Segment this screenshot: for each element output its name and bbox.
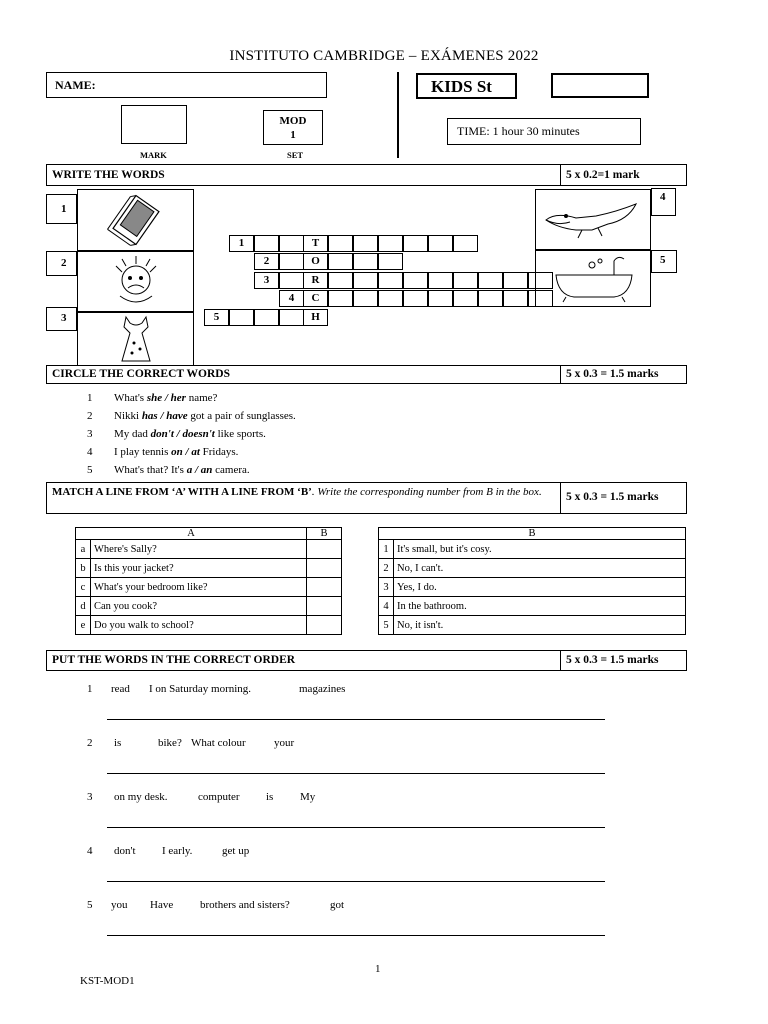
section-order-words [46,650,687,671]
crossword-clue-letter: R [303,272,328,289]
crossword-cell[interactable] [403,290,428,307]
option-choice[interactable]: she / her [146,392,186,404]
crossword-cell[interactable] [353,290,378,307]
match-row-b: 4 In the bathroom. [379,597,686,616]
pic-number-2: 2 [46,251,77,276]
order-word: I early. [162,845,193,857]
crossword-cell[interactable] [503,290,528,307]
crossword-cell[interactable] [279,253,304,270]
crossword-cell[interactable] [378,272,403,289]
order-word: computer [198,791,240,803]
answer-box[interactable] [307,559,342,578]
crossword-cell[interactable] [328,235,353,252]
answer-line[interactable] [107,773,605,774]
crossword-number: 5 [204,309,229,326]
notebook-icon [78,190,193,250]
match-row-a: c What's your bedroom like? [76,578,342,597]
answer-box[interactable] [307,540,342,559]
order-word: on my desk. [114,791,168,803]
time-box [447,118,641,145]
order-item-number: 2 [87,737,93,749]
time-label: TIME: 1 hour 30 minutes [457,124,580,138]
crossword-number: 2 [254,253,279,270]
answer-line[interactable] [107,935,605,936]
order-word: bike? [158,737,182,749]
pic-number-1: 1 [46,194,77,224]
order-word: read [111,683,130,695]
order-word: My [300,791,316,803]
crossword-cell[interactable] [478,290,503,307]
crossword-cell[interactable] [528,290,553,307]
order-word: got [330,899,345,911]
match-title-italic: . Write the corresponding number from B in the box. [311,486,542,498]
mod-line1: MOD [279,115,307,127]
match-row-b: 1 It's small, but it's cosy. [379,540,686,559]
option-choice[interactable]: don't / doesn't [150,428,215,440]
match-row-a: b Is this your jacket? [76,559,342,578]
crossword-cell[interactable] [279,272,304,289]
section-marks: 5 x 0.3 = 1.5 marks [560,651,688,670]
picture-notebook [77,189,194,251]
crossword-clue-letter: T [303,235,328,252]
crossword-cell[interactable] [403,272,428,289]
order-word: your [274,737,295,749]
column-a-header: A [76,528,307,540]
crossword-cell[interactable] [328,272,353,289]
order-item-number: 4 [87,845,93,857]
match-row-a: d Can you cook? [76,597,342,616]
match-row-b: 5 No, it isn't. [379,616,686,635]
match-row-b: 2 No, I can't. [379,559,686,578]
crossword-cell[interactable] [428,272,453,289]
crossword-cell[interactable] [254,235,279,252]
picture-sick-boy [77,251,194,312]
level-box [416,73,517,99]
section-title: WRITE THE WORDS [52,169,165,181]
crossword-cell[interactable] [528,272,553,289]
crossword-cell[interactable] [503,272,528,289]
level-answer-box[interactable] [551,73,649,98]
crossword-cell[interactable] [254,309,279,326]
bathtub-icon [536,251,650,306]
mark-label: MARK [140,150,167,160]
picture-dress [77,312,194,366]
crossword-cell[interactable] [353,253,378,270]
section-marks: 5 x 0.3 = 1.5 marks [560,366,688,383]
answer-line[interactable] [107,719,605,720]
crossword-cell[interactable] [279,235,304,252]
dress-icon [78,313,193,365]
crossword-cell[interactable] [428,290,453,307]
crossword-clue-letter: H [303,309,328,326]
crossword-cell[interactable] [279,309,304,326]
option-choice[interactable]: has / have [141,410,188,422]
section-title: PUT THE WORDS IN THE CORRECT ORDER [52,654,296,666]
answer-box[interactable] [307,616,342,635]
order-word: I on Saturday morning. [149,683,252,695]
crossword-cell[interactable] [378,290,403,307]
option-choice[interactable]: on / at [171,446,200,458]
crossword-cell[interactable] [453,290,478,307]
match-row-a: e Do you walk to school? [76,616,342,635]
crossword-cell[interactable] [378,253,403,270]
footer-code: KST-MOD1 [80,975,135,987]
crossword-cell[interactable] [353,235,378,252]
crossword-cell[interactable] [453,235,478,252]
answer-line[interactable] [107,881,605,882]
column-b2-header: B [379,528,686,540]
option-choice[interactable]: a / an [186,464,213,476]
order-word: magazines [299,683,346,695]
exam-title: INSTITUTO CAMBRIDGE – EXÁMENES 2022 [229,48,539,64]
page-number: 1 [375,963,381,975]
mod-box [263,110,323,145]
crossword-number: 1 [229,235,254,252]
pic-number-4: 4 [651,188,676,216]
answer-box[interactable] [307,578,342,597]
match-title-bold: MATCH A LINE FROM ‘A’ WITH A LINE FROM ‘B’ [52,486,312,498]
crossword-cell[interactable] [478,272,503,289]
crossword-cell[interactable] [328,290,353,307]
crossword-clue-letter: C [303,290,328,307]
section-match [46,482,687,514]
crossword-cell[interactable] [378,235,403,252]
mark-box[interactable] [121,105,187,144]
answer-line[interactable] [107,827,605,828]
section-write-words [46,164,687,186]
pic-number-5: 5 [651,250,677,273]
column-b-header: B [307,528,342,540]
crocodile-icon [536,190,650,249]
name-label: NAME: [55,78,96,92]
answer-box[interactable] [307,597,342,616]
header-divider [397,72,399,158]
crossword-cell[interactable] [229,309,254,326]
section-title: CIRCLE THE CORRECT WORDS [52,368,230,380]
order-word: is [114,737,122,749]
level-label: KIDS St [431,77,492,96]
match-table-b [378,527,686,635]
set-label: SET [287,150,304,160]
order-item-number: 1 [87,683,93,695]
crossword-number: 4 [279,290,304,307]
section-title [52,486,552,498]
order-word: you [111,899,128,911]
crossword-clue-letter: O [303,253,328,270]
crossword-cell[interactable] [403,235,428,252]
pic-number-3: 3 [46,307,77,331]
match-row-b: 3 Yes, I do. [379,578,686,597]
sick-boy-icon [78,252,193,312]
match-row-a: a Where's Sally? [76,540,342,559]
order-word: get up [222,845,250,857]
order-word: don't [114,845,136,857]
crossword-cell[interactable] [428,235,453,252]
section-marks: 5 x 0.2=1 mark [560,165,688,185]
order-word: Have [150,899,174,911]
section-circle-words [46,365,687,384]
crossword-cell[interactable] [353,272,378,289]
order-word: brothers and sisters? [200,899,290,911]
section-marks: 5 x 0.3 = 1.5 marks [566,491,659,503]
crossword-cell[interactable] [328,253,353,270]
name-field[interactable] [46,72,327,98]
match-table-a [75,527,342,635]
mod-line2: 1 [290,129,296,141]
crossword-number: 3 [254,272,279,289]
order-word: is [266,791,274,803]
order-word: What colour [191,737,246,749]
crossword-cell[interactable] [453,272,478,289]
picture-crocodile [535,189,651,250]
order-item-number: 5 [87,899,93,911]
order-item-number: 3 [87,791,93,803]
